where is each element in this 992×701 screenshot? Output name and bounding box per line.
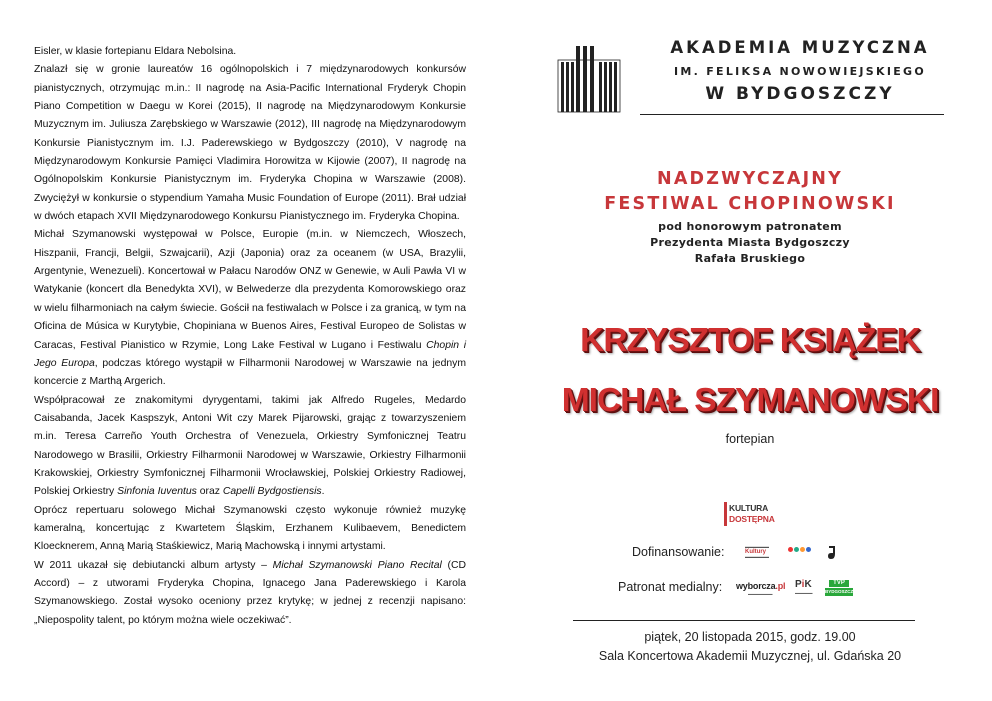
bio-paragraph: Michał Szymanowski występował w Polsce, Europie (m.in. w Niemczech, Włoszech, Hiszpanii, Francji, Belgii, Szwajcarii), Azji (Japonia) oraz za oceanem (w USA, Brazylii, Argentynie, Wenezueli). Koncertował w Pałacu Narodów ONZ w Genewie, w Auli Pawła VI w Watykanie (koncert dla Benedykta XVI), w Belwederze dla prezydenta Komorowskiego oraz w wielu filharmoniach na całym świecie. Gościł na festiwalach w Polsce i za granicą, w tym na Oficina de Música w Kurytybie, Chopiniana w Buenos Aires, Festival Europeo de Solistas w Caracas, Festival Pianistico w Rzymie, Long Lake Festival w Lugano i Festiwalu Chopin i Jego Europa, podczas którego wystąpił w Filharmonii Narodowej w Warszawie na jednym koncercie z Marthą Argerich. xyxy=(34,229,466,388)
divider xyxy=(640,114,944,115)
performer-name: MICHAŁ SZYMANOWSKI xyxy=(561,382,939,419)
ministry-logo-icon: ▬▬▬▬▬▬ Kultury ▬▬▬▬▬▬ xyxy=(745,544,769,559)
performer-name: KRZYSZTOF KSIĄŻEK xyxy=(580,322,920,359)
academy-logo-icon xyxy=(556,42,622,114)
academy-name-line1: AKADEMIA MUZYCZNA xyxy=(670,38,930,57)
festival-title-line1: NADZWYCZAJNY xyxy=(656,169,844,189)
chopin-logo-icon xyxy=(827,545,839,561)
media-patronage-label: Patronat medialny: xyxy=(618,580,723,594)
patronage-text xyxy=(540,219,960,267)
patronage-line2: Prezydenta Miasta Bydgoszczy xyxy=(650,236,850,249)
performers xyxy=(540,322,960,420)
funding-label: Dofinansowanie: xyxy=(632,545,725,559)
sponsor-logo-icon xyxy=(788,545,812,561)
tvp-logo: TVP BYDGOSZCZ xyxy=(825,580,854,594)
patronage-line1: pod honorowym patronatem xyxy=(658,220,842,233)
event-date: piątek, 20 listopada 2015, godz. 19.00 xyxy=(644,630,856,644)
academy-name-line2: IM. FELIKSA NOWOWIEJSKIEGO xyxy=(673,65,927,78)
biography-text xyxy=(34,43,466,630)
kultura-dostepna-logo: KULTURA DOSTĘPNA xyxy=(724,502,774,526)
instrument-label: fortepian xyxy=(725,432,775,446)
bio-paragraph: Oprócz repertuaru solowego Michał Szymanowski często wykonuje również muzykę kameralną, koncertując z Kwartetem Śląskim, Erzhanem Kulibaevem, Benedictem Kloecknerem, Anną Marią Staśkiewicz, Marią Machowską i innymi artystami. xyxy=(34,504,466,553)
concert-poster xyxy=(540,0,960,701)
festival-title xyxy=(540,169,960,267)
wyborcza-logo: wyborcza.pl ▬▬▬▬▬▬▬ xyxy=(736,581,786,596)
divider xyxy=(573,620,915,621)
academy-name-line3: W BYDGOSZCZY xyxy=(705,84,895,104)
pik-logo: PiK ▬▬▬▬▬ xyxy=(795,579,813,595)
bio-paragraph: Znalazł się w gronie laureatów 16 ogólnopolskich i 7 międzynarodowych konkursów pianistycznych, otrzymując m.in.: II nagrodę na Asia-Pacific International Fryderyk Chopin Piano Competition w Daegu w Korei (2015), II nagrodę na Międzynarodowym Konkursie Muzycznym im. Juliusza Zarębskiego w Warszawie (2012), III nagrodę na Międzynarodowym Konkursie Pianistycznym im. I.J. Paderewskiego w Bydgoszczy (2010), V nagrodę na Międzynarodowym Konkursie Pamięci Vladimira Horowitza w Kijowie (2007), II nagrodę na Ogólnopolskim Konkursie Pianistycznym im. Fryderyka Chopina w Warszawie (2008). Zwyciężył w konkursie o stypendium Yamaha Music Foundation of Europe (2011). Brał udział w dwóch etapach XVII Międzynarodowego Konkursu Pianistycznego im. Fryderyka Chopina. xyxy=(34,64,466,223)
academy-name xyxy=(650,38,950,104)
patronage-line3: Rafała Bruskiego xyxy=(694,252,806,265)
bio-paragraph: Współpracował ze znakomitymi dyrygentami, takimi jak Alfredo Rugeles, Medardo Caisabanda, Jacek Kaspszyk, Antoni Wit czy Marek Pijarowski, grając z towarzyszeniem m.in. Teresa Carreño Youth Orchestra of Venezuela, Orkiestry Symfonicznej Teatru Narodowego w Brasilii, Orkiestry Filharmonii Narodowej w Warszawie, Orkiestry Filharmonii Krakowskiej, Orkiestry Symfonicznej Filharmonii Wrocławskiej, Polskiej Orkiestry Radiowej, Polskiej Orkiestry Sinfonia Iuventus oraz Capelli Bydgostiensis. xyxy=(34,394,466,498)
festival-title-line2: FESTIWAL CHOPINOWSKI xyxy=(604,194,896,214)
event-venue: Sala Koncertowa Akademii Muzycznej, ul. Gdańska 20 xyxy=(598,649,902,663)
bio-paragraph: Eisler, w klasie fortepianu Eldara Nebolsina. xyxy=(34,46,237,57)
bio-paragraph: W 2011 ukazał się debiutancki album artysty – Michał Szymanowski Piano Recital (CD Accord) – z utworami Fryderyka Chopina, Ignacego Jana Paderewskiego i Karola Szymanowskiego. Został wysoko oceniony przez krytykę; w jednej z recenzji napisano: „Niepospolity talent, po którym można wiele oczekiwać”. xyxy=(34,559,466,626)
